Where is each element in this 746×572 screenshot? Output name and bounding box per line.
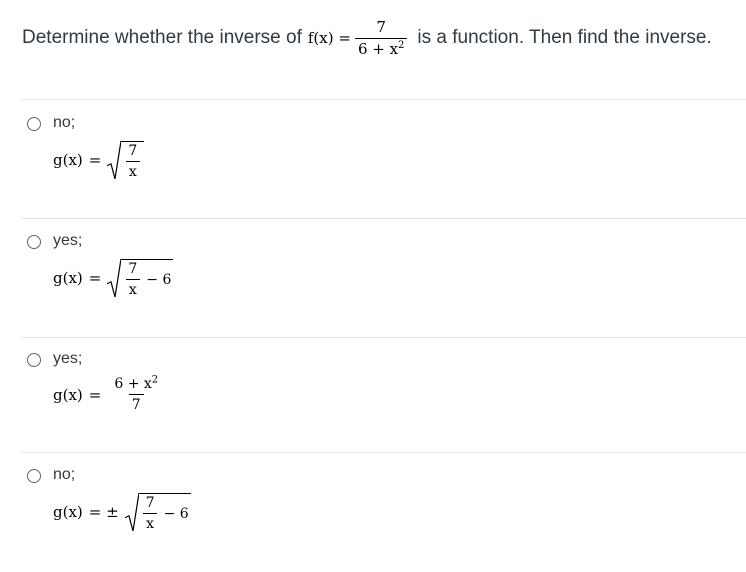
square-root: $\frac{7}{x}$ − 6 [107, 259, 173, 297]
radio-button[interactable] [27, 469, 41, 483]
fraction-denominator: $6 + x^2$ [355, 38, 407, 57]
function-fraction [355, 17, 407, 58]
option-label: no; [53, 466, 76, 483]
square-root: $\frac{7}{x}$ − 6 [125, 493, 191, 531]
radio-button[interactable] [27, 117, 41, 131]
option-expression: g(x) = $\frac{7}{x}$ [53, 141, 144, 179]
option-label: yes; [53, 232, 83, 249]
question-text [22, 14, 712, 62]
square-root: $\frac{7}{x}$ [107, 141, 144, 179]
divider [22, 99, 746, 100]
function-label: f(x) = [307, 29, 351, 47]
option-label: yes; [53, 350, 83, 367]
radio-button[interactable] [27, 235, 41, 249]
option-expression: g(x) = $\frac{6 + x^2}{7}$ [53, 374, 159, 413]
divider [22, 218, 746, 219]
question-prefix: Determine whether the inverse of [22, 27, 302, 48]
divider [22, 337, 746, 338]
fraction-numerator: 7 [376, 17, 386, 36]
radio-button[interactable] [27, 353, 41, 367]
option-expression: g(x) = $\frac{7}{x}$ − 6 [53, 261, 172, 298]
question-suffix: is a function. Then find the inverse. [417, 27, 712, 48]
divider [22, 452, 746, 453]
option-expression: g(x) = ± $\frac{7}{x}$ − 6 [53, 495, 189, 532]
option-label: no; [53, 114, 76, 131]
